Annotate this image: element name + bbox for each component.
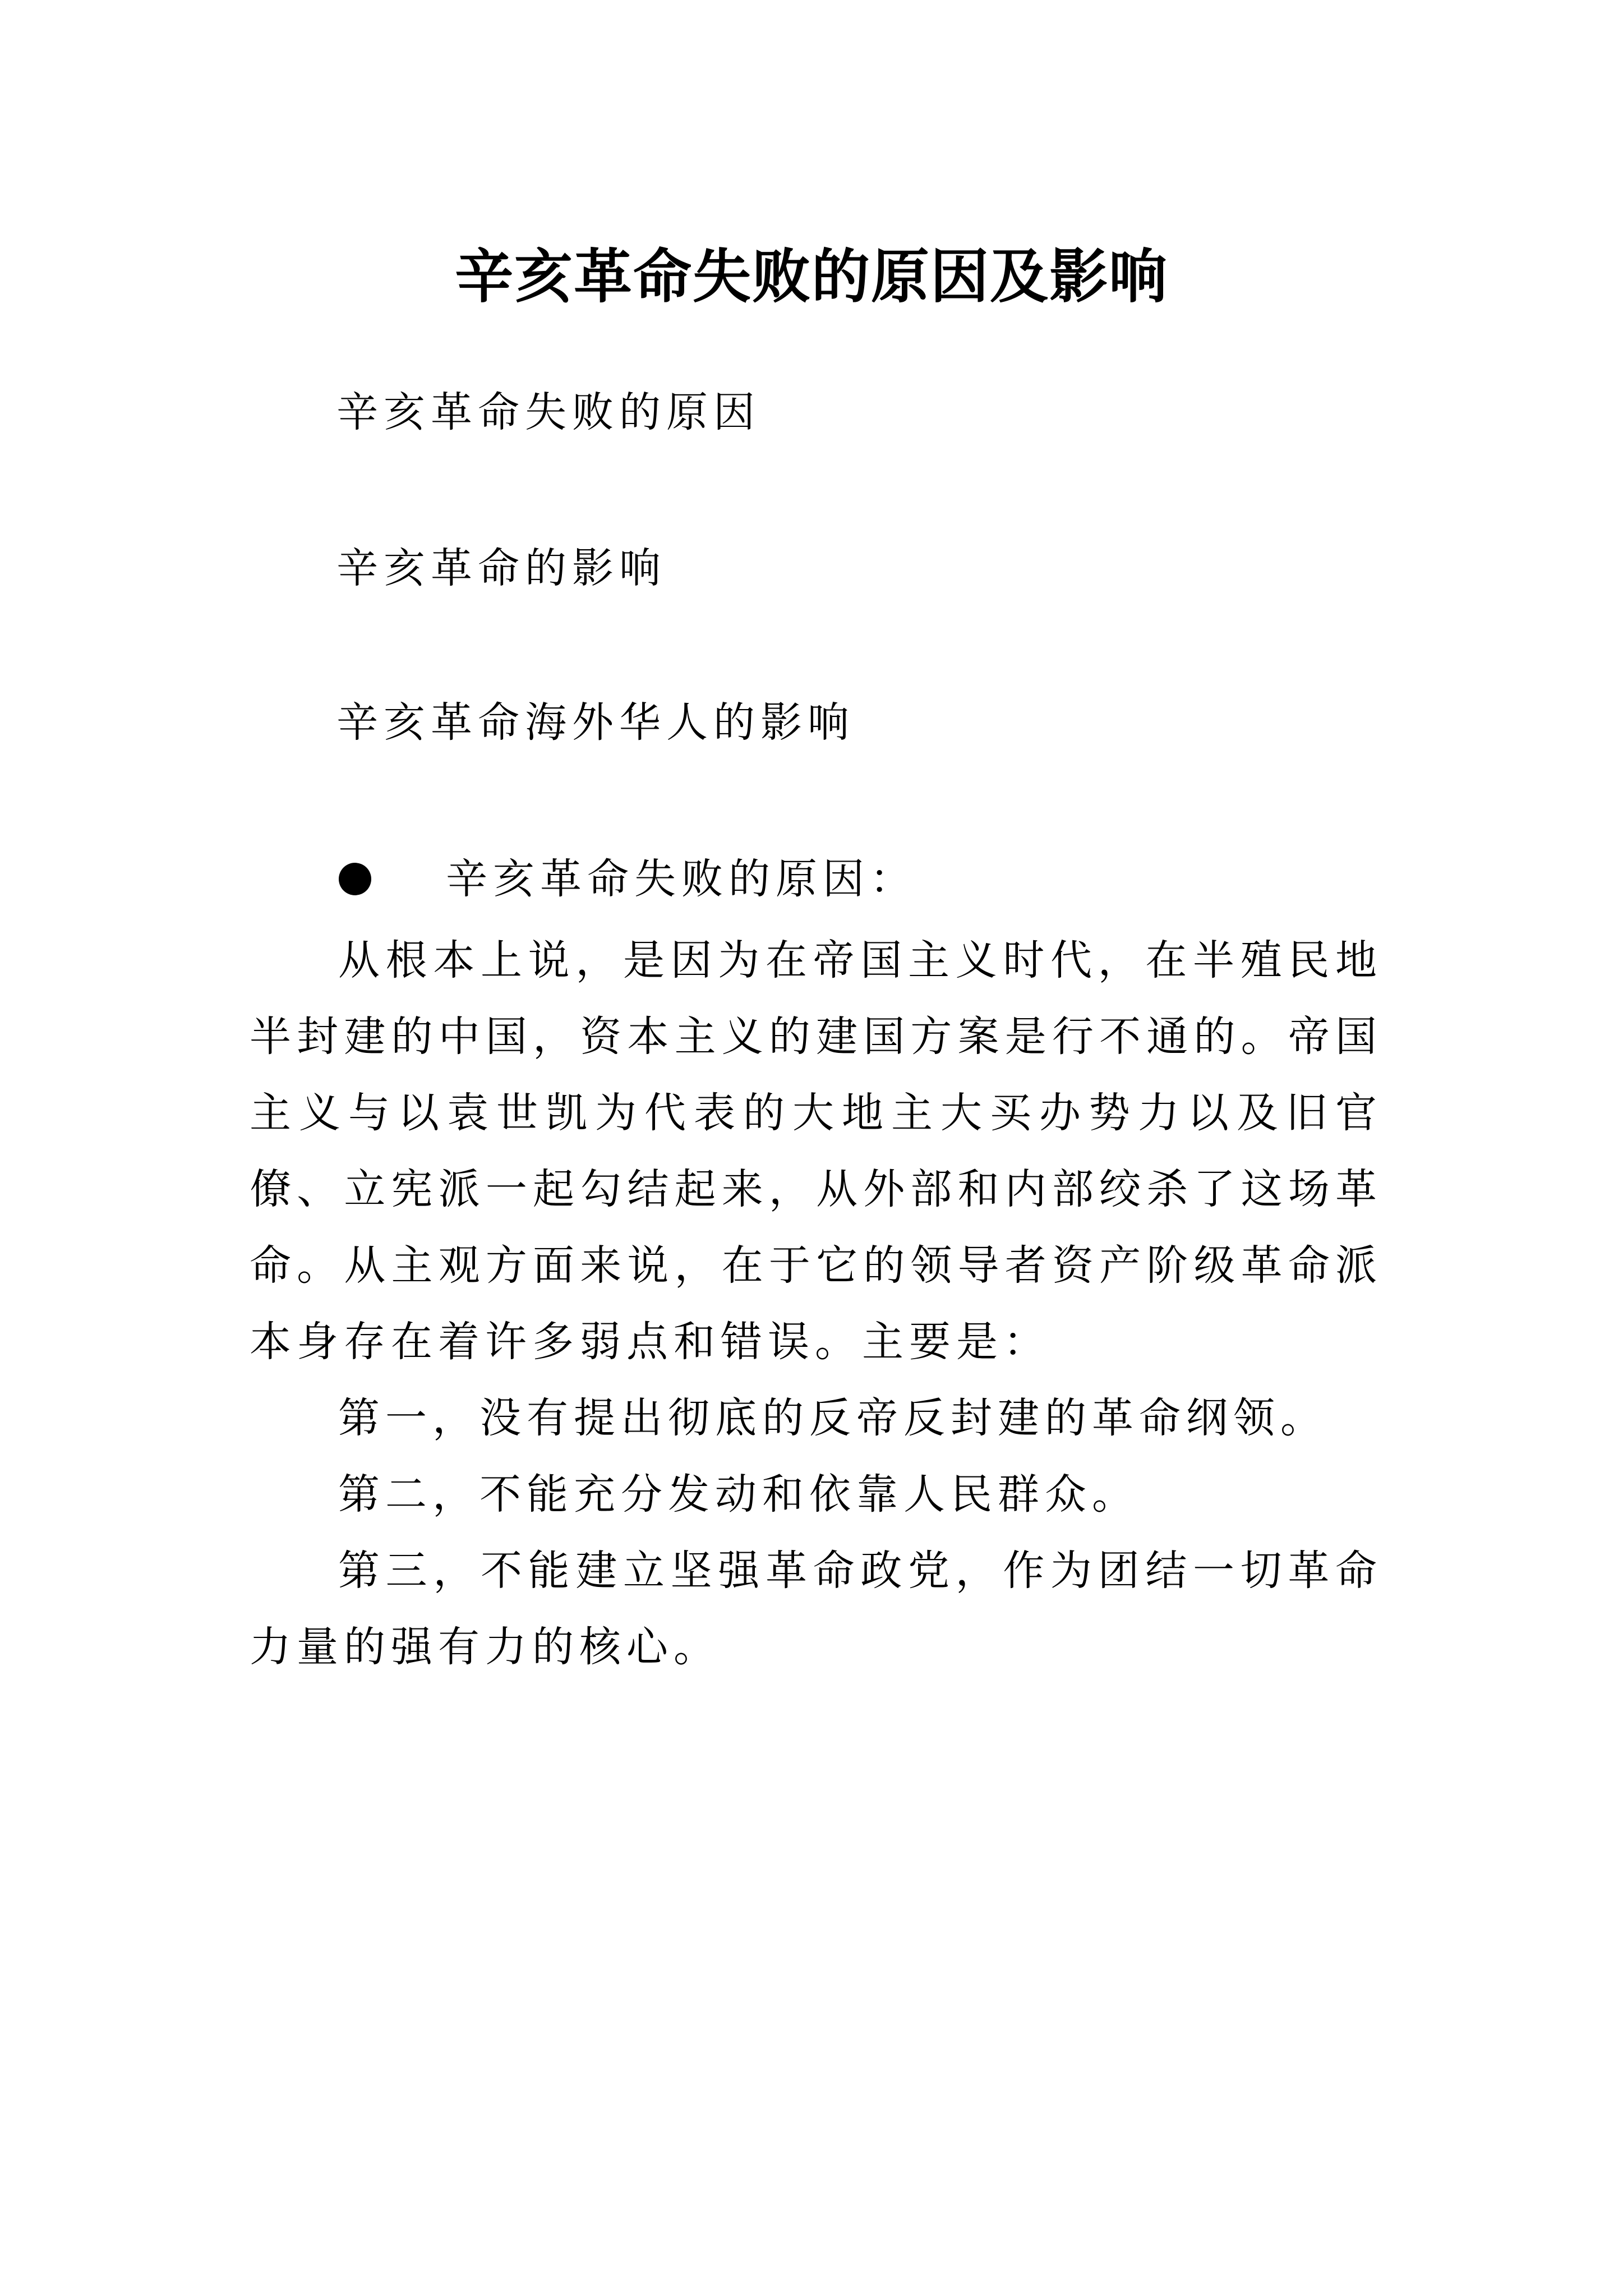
toc-item-impact: 辛亥革命的影响 <box>336 544 666 592</box>
page-title: 辛亥革命失败的原因及影响 <box>454 241 1168 311</box>
paragraph-point-2: 第二，不能充分发动和依靠人民群众。 <box>338 1470 1139 1519</box>
body-text <box>250 922 1382 1685</box>
section-heading: 辛亥革命失败的原因： <box>446 855 917 903</box>
paragraph-point-1: 第一，没有提出彻底的反帝反封建的革命纲领。 <box>338 1394 1327 1442</box>
toc-item-overseas-impact: 辛亥革命海外华人的影响 <box>336 698 855 747</box>
section-heading-row <box>336 848 1458 910</box>
paragraph-root-cause: 从根本上说，是因为在帝国主义时代，在半殖民地半封建的中国，资本主义的建国方案是行不通的。帝国主义与以袁世凯为代表的大地主大买办势力以及旧官僚、立宪派一起勾结起来，从外部和内部绞杀了这场革命。从主观方面来说，在于它的领导者资产阶级革命派本身存在着许多弱点和错误。主要是： <box>250 936 1382 1366</box>
toc-item-causes: 辛亥革命失败的原因 <box>336 388 760 436</box>
bullet-icon <box>339 863 371 895</box>
paragraph-point-3: 第三，不能建立坚强革命政党，作为团结一切革命力量的强有力的核心。 <box>250 1547 1382 1671</box>
